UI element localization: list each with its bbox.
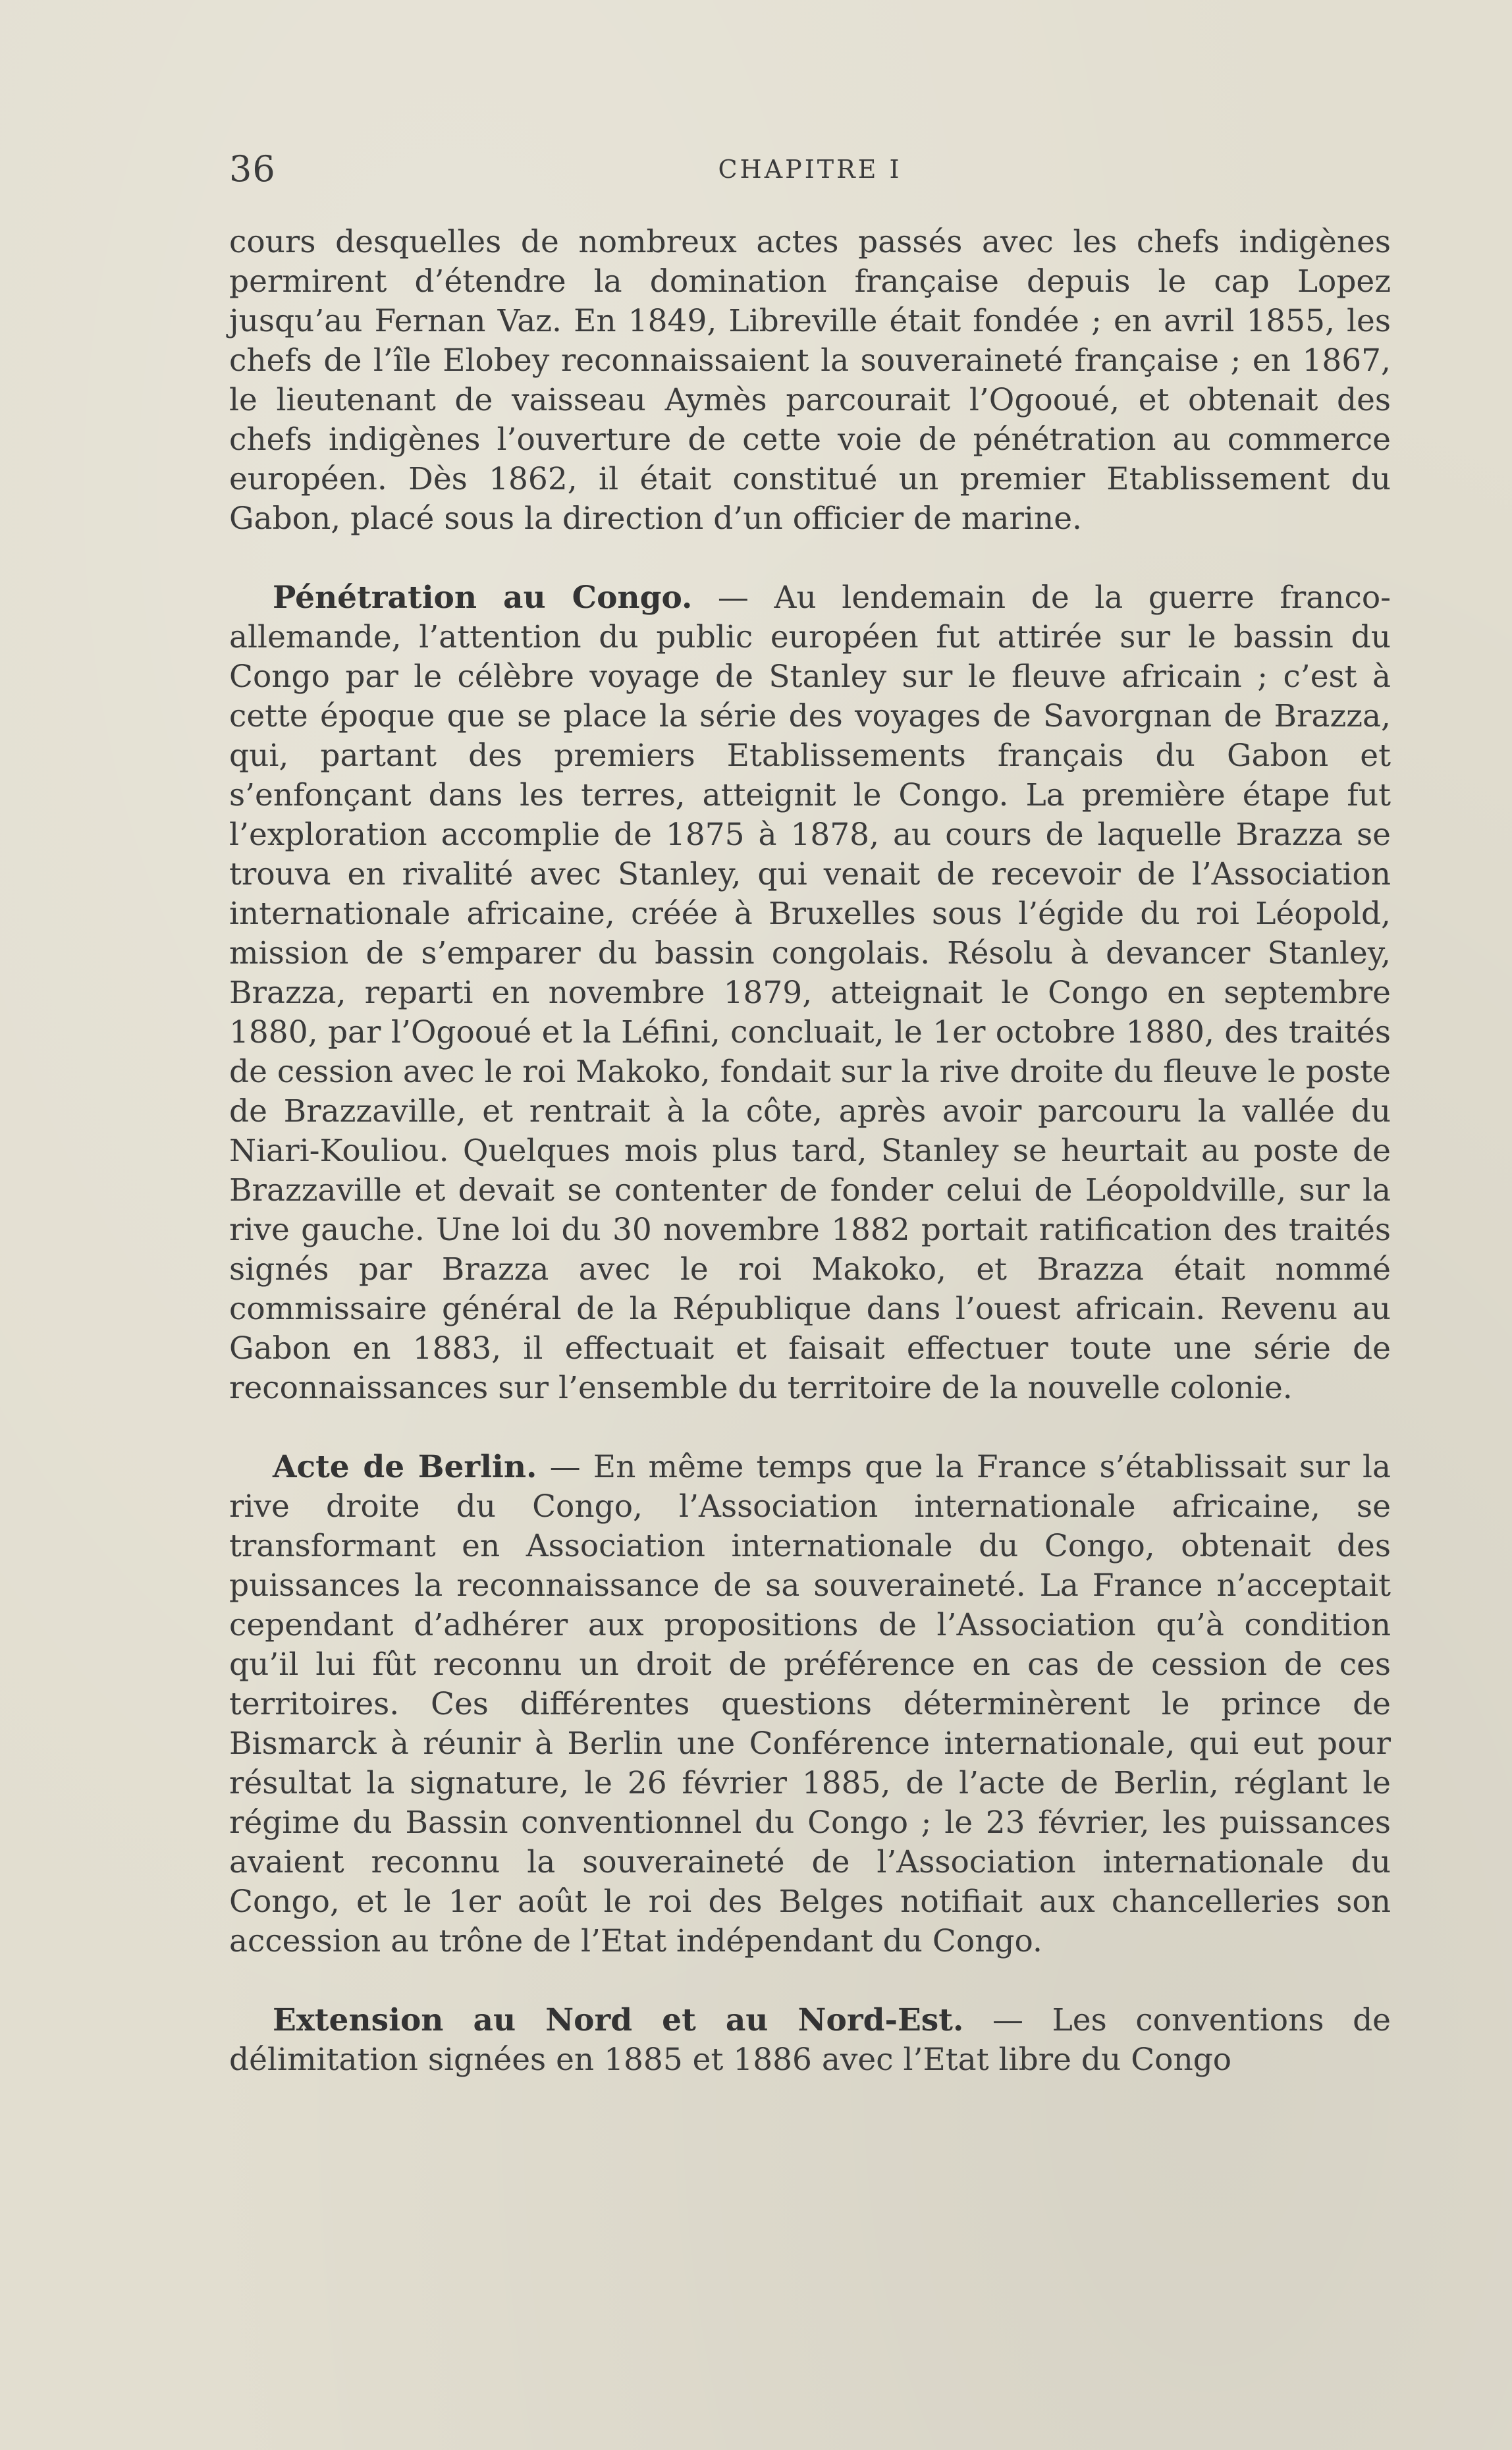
paragraph-extension-nord <box>229 2001 1391 2080</box>
paragraph-text: cours desquelles de nombreux actes passés avec les chefs indigènes permirent d’étendre la domination française depuis le cap Lopez jusqu’au Fernan Vaz. En 1849, Libreville était fondée ; en avril 1855, les chefs de l’île Elobey reconnaissaient la souveraineté française ; en 1867, le lieutenant de vaisseau Aymès parcourait l’Ogooué, et obtenait des chefs indigènes l’ouverture de cette voie de pénétration au commerce européen. Dès 1862, il était constitué un premier Etablissement du Gabon, placé sous la direction d’un officier de marine. <box>229 224 1391 537</box>
page-body <box>229 223 1391 2080</box>
paragraph-text: — Les conventions de délimitation signées en 1885 et 1886 avec l’Etat libre du Congo <box>229 2002 1391 2078</box>
paragraph-text: — En même temps que la France s’établissait sur la rive droite du Congo, l’Association internationale africaine, se transformant en Association internationale du Congo, obtenait des puissances la reconnaissance de sa souveraineté. La France n’acceptait cependant d’adhérer aux propositions de l’Association qu’à condition qu’il lui fût reconnu un droit de préférence en cas de cession de ces territoires. Ces différentes questions déterminèrent le prince de Bismarck à réunir à Berlin une Conférence internationale, qui eut pour résultat la signature, le 26 février 1885, de l’acte de Berlin, réglant le régime du Bassin conventionnel du Congo ; le 23 février, les puissances avaient reconnu la souveraineté de l’Association internationale du Congo, et le 1er août le roi des Belges notifiait aux chancelleries son accession au trône de l’Etat indépendant du Congo. <box>229 1449 1391 1959</box>
paragraph-acte-berlin <box>229 1448 1391 1961</box>
paragraph-penetration-congo <box>229 578 1391 1408</box>
paragraph-intro <box>229 223 1391 539</box>
section-heading: Acte de Berlin. <box>273 1449 537 1485</box>
section-heading: Pénétration au Congo. <box>273 580 693 616</box>
page-header <box>229 146 1391 192</box>
section-heading: Extension au Nord et au Nord-Est. <box>273 2002 964 2038</box>
paragraph-text: — Au lendemain de la guerre franco-allemande, l’attention du public européen fut attirée sur le bassin du Congo par le célèbre voyage de Stanley sur le fleuve africain ; c’est à cette époque que se place la série des voyages de Savorgnan de Brazza, qui, partant des premiers Etablissements français du Gabon et s’enfonçant dans les terres, atteignit le Congo. La première étape fut l’exploration accomplie de 1875 à 1878, au cours de laquelle Brazza se trouva en rivalité avec Stanley, qui venait de recevoir de l’Association internationale africaine, créée à Bruxelles sous l’égide du roi Léopold, mission de s’emparer du bassin congolais. Résolu à devancer Stanley, Brazza, reparti en novembre 1879, atteignait le Congo en septembre 1880, par l’Ogooué et la Léfini, concluait, le 1er octobre 1880, des traités de cession avec le roi Makoko, fondait sur la rive droite du fleuve le poste de Brazzaville, et rentrait à la côte, après avoir parcouru la vallée du Niari-Kouliou. Quelques mois plus tard, Stanley se heurtait au poste de Brazzaville et devait se contenter de fonder celui de Léopoldville, sur la rive gauche. Une loi du 30 novembre 1882 portait ratification des traités signés par Brazza avec le roi Makoko, et Brazza était nommé commissaire général de la République dans l’ouest africain. Revenu au Gabon en 1883, il effectuait et faisait effectuer toute une série de reconnaissances sur l’ensemble du territoire de la nouvelle colonie. <box>229 580 1391 1406</box>
page-number: 36 <box>229 148 276 190</box>
running-title: CHAPITRE I <box>718 155 902 184</box>
